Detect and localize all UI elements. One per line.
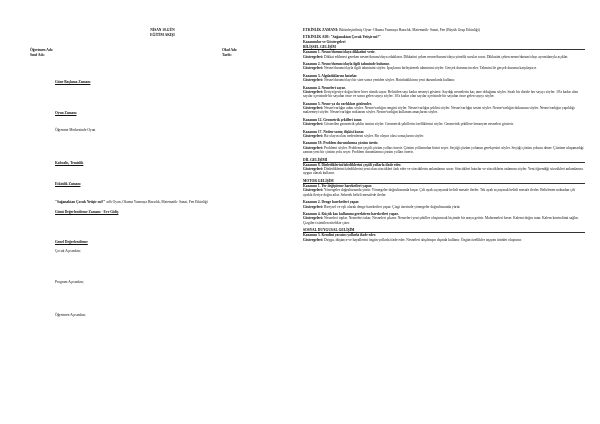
- indicators-text: Nesne/durum/olayı bir süre sonra yeniden söyler. Hatırladıklarını yeni durumlarda kullanır.: [323, 78, 456, 83]
- indicators-text: Nesne/durum/olayla ilgili tahminini söyler. İpuçlarını birleştirerek tahminini söyler. Gerçek durumu inceler. Tahmini ile gerçek durumu karşılaştırır.: [323, 66, 537, 71]
- outcome-19: [303, 141, 585, 154]
- outcome-title: Kazanım 12. Geometrik şekilleri tanır.: [303, 117, 362, 122]
- outcome-3: [303, 74, 585, 83]
- outcome-title: Kazanım 4. Nesneleri sayar.: [303, 85, 346, 90]
- outcome-2: [303, 62, 585, 71]
- outcome-title: Kazanım 8. Dinlediklerini/izlediklerini çeşitli yollarla ifade eder.: [303, 162, 402, 167]
- indicators-text: Dikkat edilmesi gereken nesne/durum/olaya odaklanır. Dikkatini çeken nesne/durum/olaya yönelik sorular sorar. Dikkatini çeken nesne/durum/olayı ayrıntılarıyla açıklar.: [323, 54, 569, 59]
- outcome-indicators: [303, 78, 585, 82]
- indicators-label: Göstergeleri:: [303, 54, 324, 59]
- outcome-5: [303, 102, 585, 115]
- outcome-indicators: [303, 146, 585, 155]
- review-teacher: Öğretmen Açısından;: [55, 313, 86, 317]
- section-motor: MOTOR GELİŞİM: [303, 179, 585, 184]
- outcome-indicators: [303, 106, 585, 115]
- section-activity-time: Etkinlik Zamanı: [55, 182, 81, 186]
- outcome-title: Kazanım 1. Nesne/durum/olaya dikkatini verir.: [303, 50, 376, 55]
- indicators-label: Göstergeleri:: [303, 133, 324, 138]
- section-cognitive: BİLİŞSEL GELİŞİM: [303, 45, 585, 50]
- outcome-indicators: [303, 167, 585, 176]
- indicators-label: Göstergeleri:: [303, 167, 324, 172]
- section-language: DİL GELİŞİMİ: [303, 158, 585, 163]
- activity-time-body: [55, 200, 295, 204]
- indicators-label: Göstergeleri:: [303, 122, 324, 127]
- outcome-12: [303, 118, 585, 127]
- indicators-label: Göstergeleri:: [303, 78, 324, 83]
- outcome-17: [303, 130, 585, 139]
- outcome-title: Kazanım 3. Algıladıklarını hatırlar.: [303, 73, 358, 78]
- indicators-text: Nesne/varlığın adını söyler. Nesne/varlığın rengini söyler. Nesne/varlığın şeklini söyler. Nesne/varlığın sesini söyler. Nesne/varlığın dokusunu söyler. Nesne/varlığın yapıldığı malzemeyi söyler. Nesne/varlığın miktarını söyler. Nesne/varlığın kullanım amaçlarını söyler.: [303, 106, 575, 115]
- indicators-text: Gösterilen geometrik şeklin ismini söyler. Geometrik şekillerin özelliklerini söyler. Geometrik şekillere benzeyen nesneleri gösterir.: [323, 122, 514, 127]
- outcome-motor-4: [303, 212, 585, 225]
- outcome-indicators: [303, 216, 585, 225]
- class-name-label: Sınıf Adı:: [30, 53, 45, 57]
- activity-time-label: ETKİNLİK ZAMANI:: [303, 28, 339, 32]
- outcome-indicators: [303, 55, 585, 59]
- outcome-social-3: [303, 233, 585, 242]
- outcome-title: Kazanım 17. Neden-sonuç ilişkisi kurar.: [303, 129, 365, 134]
- outcome-title: Kazanım 1. Yer değiştirme hareketleri yapar.: [303, 184, 372, 189]
- indicators-text: Bireysel ve eşli olarak denge hareketleri yapar. Çizgi üzerinde yönergeler doğrultusunda yürür.: [323, 204, 461, 209]
- indicators-text: Bir olayın olası nedenlerini söyler. Bir olayın olası sonuçlarını söyler.: [323, 133, 424, 138]
- indicators-label: Göstergeleri:: [303, 145, 324, 150]
- indicators-label: Göstergeleri:: [303, 204, 324, 209]
- indicators-text: Nesneleri toplar. Nesneleri takar. Nesneleri çıkarır. Nesneleri yeni şekiller oluşturacak biçimde bir araya getirir. Malzemeleri keser. Kalemi doğru tutar. Kalem kontrolünü sağlar. Çizgileri istenilen nitelikte çizer.: [303, 216, 579, 225]
- activity-time-text: Bütünleştirilmiş Oyun- Okuma Yazmaya Hazırlık, Matematik- Sanat, Fen (Büyük Grup Etkinliği): [338, 28, 480, 32]
- activity-title: ETKİNLİK ADI: "Sağanaktan Çocuk Yetişir mi?": [303, 35, 381, 40]
- activity-time-header: [303, 28, 585, 32]
- indicators-label: Göstergeleri:: [303, 237, 324, 242]
- section-day-review: Günü Değerlendirme Zamanı - Eve Gidiş: [55, 210, 119, 214]
- indicators-label: Göstergeleri:: [303, 106, 324, 111]
- indicators-label: Göstergeleri:: [303, 66, 324, 71]
- right-column: [303, 28, 585, 245]
- indicators-label: Göstergeleri:: [303, 90, 324, 95]
- outcome-motor-2: [303, 200, 585, 209]
- indicators-text: Duygu, düşünce ve hayallerini özgün yollarla ifade eder. Nesneleri alışılmışın dışında kullanır. Özgün özellikler taşıyan ürünler oluşturur.: [323, 237, 522, 242]
- teacher-name-label: Öğretmen Adı:: [30, 48, 53, 52]
- activity-name: "Sağanaktan Çocuk Yetişir mi?": [55, 200, 106, 204]
- outcome-indicators: [303, 66, 585, 70]
- header-line2: EĞİTİM AKIŞI: [150, 33, 175, 37]
- section-social-emotional: SOSYAL DUYGUSAL GELİŞİM: [303, 228, 585, 233]
- play-time-body: Öğrenme Merkezinde Oyun: [55, 128, 96, 132]
- outcome-language-8: [303, 163, 585, 176]
- outcome-indicators: [303, 134, 585, 138]
- outcome-title: Kazanım 3. Kendini yaratıcı yollarla ifade eder.: [303, 233, 376, 238]
- indicators-text: Yönergeler doğrultusunda yürür. Yönergeler doğrultusunda koşar. Çift ayak sıçrayarak belirli mesafe ilerler. Tek ayak sıçrayarak belirli mesafe ilerler. Belirlenen noktadan çift ayakla ileriye doğru atlar. Sekerek belirli mesafede ilerler.: [303, 188, 576, 197]
- outcome-title: Kazanım 4. Küçük kas kullanımı gerektiren hareketleri yapar.: [303, 212, 399, 217]
- indicators-text: İleriye/geriye doğru birer birer ritmik sayar. Belirtilen sayı kadar nesneyi gösterir. Saydığı nesnelerin kaç tane olduğunu söyler. Sıralı bir dizide her sayıyı söyler. 10'a kadar olan sayılar içerisinde bir sayıdan önce ve sonra gelen sayıyı söyler. 10'a kadar olan sayılar içerisinde bir sayıdan önce gelen sayıyı söyler.: [303, 90, 578, 99]
- review-child: Çocuk Açısından;: [55, 249, 81, 253]
- outcome-motor-1: [303, 184, 585, 197]
- review-program: Program Açısından;: [55, 280, 84, 284]
- outcomes-title: Kazanımlar ve Göstergeleri: [303, 39, 346, 44]
- indicators-text: Problemi söyler. Probleme çeşitli çözüm yolları önerir. Çözüm yollarından birini seçer. Seçtiği çözüm yolunun gerekçesini söyler. Seçtiği çözüm yolunu dener. Çözüme ulaşamadığı zaman yeni bir çözüm yolu seçer. Problem durumlarına çözüm yolları önerir.: [303, 145, 584, 155]
- header-line1: NİSAN 10.GÜN: [150, 28, 175, 32]
- section-breakfast: Kahvaltı, Temizlik: [55, 161, 84, 165]
- outcome-indicators: [303, 90, 585, 99]
- indicators-text: Dinlediklerini/izlediklerini yeni olan sözcükleri fark eder ve sözcüklerin anlamlarını sorar. Sözcükleri hatırlar ve sözcüklerin anlamını söyler. Yeni öğrendiği sözcükleri anlamlarına uygun olarak kullanır.: [303, 167, 583, 176]
- outcome-title: Kazanım 19. Problem durumlarına çözüm üretir.: [303, 141, 379, 146]
- outcome-title: Kazanım 5. Nesne ya da varlıkları gözlemler.: [303, 101, 372, 106]
- date-label: Tarih:: [222, 53, 232, 57]
- indicators-label: Göstergeleri:: [303, 188, 324, 193]
- outcome-indicators: [303, 122, 585, 126]
- activity-desc: adlı Oyun, Okuma Yazmaya Hazırlık, Matematik- Sanat, Fen Etkinliği: [105, 200, 208, 204]
- section-general-review: Genel Değerlendirme: [55, 240, 88, 244]
- school-name-label: Okul Adı:: [222, 48, 238, 52]
- section-play-time: Oyun Zamanı: [55, 111, 77, 115]
- outcome-4: [303, 86, 585, 99]
- outcome-indicators: [303, 238, 585, 242]
- outcome-title: Kazanım 2. Denge hareketleri yapar.: [303, 200, 360, 205]
- indicators-label: Göstergeleri:: [303, 216, 324, 221]
- outcome-1: [303, 50, 585, 59]
- section-day-start: Güne Başlama Zamanı: [55, 80, 91, 84]
- outcome-indicators: [303, 188, 585, 197]
- outcome-indicators: [303, 205, 585, 209]
- outcome-title: Kazanım 2. Nesne/durum/olayla ilgili tahminde bulunur.: [303, 62, 390, 67]
